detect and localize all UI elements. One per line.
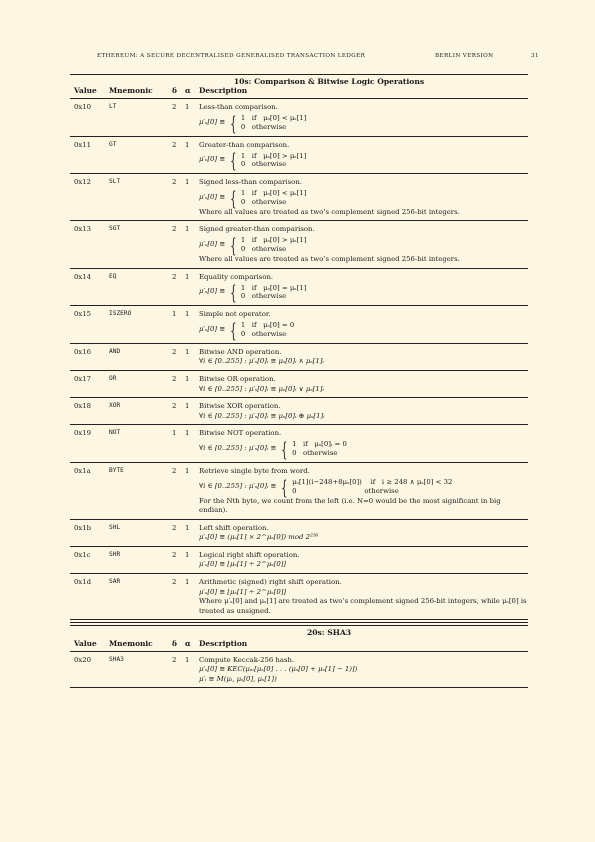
opcode-description (199, 463, 529, 519)
opcode-description (199, 306, 529, 343)
table-top-rule (70, 622, 528, 623)
formula-lhs: μ′ₛ[0] ≡ (199, 155, 226, 164)
brace-icon: { (230, 280, 237, 305)
opcode-alpha: 1 (185, 402, 190, 411)
opcode-value: 0x1d (74, 578, 92, 587)
table-row (70, 137, 528, 175)
opcode-delta: 2 (172, 140, 177, 149)
opcode-delta: 2 (172, 523, 177, 532)
formula: ∀i ∈ [0..255] : μ′ₛ[0]ᵢ ≡ μₛ[0]ᵢ ∨ μₛ[1]ᵢ (199, 384, 324, 393)
opcode-value: 0x10 (74, 103, 92, 111)
opcode-delta: 2 (172, 466, 177, 475)
opcode-value: 0x15 (74, 310, 92, 319)
opcode-description (199, 99, 529, 136)
col-description: Description (199, 86, 248, 95)
opcode-description (199, 269, 529, 306)
description-text: Bitwise OR operation. (199, 374, 276, 383)
brace-icon: { (230, 148, 237, 173)
table-top-rule (70, 74, 528, 75)
description-text: Arithmetic (signed) right shift operation. (199, 578, 342, 587)
opcode-description (199, 174, 529, 220)
opcode-description (199, 520, 529, 546)
description-text: Logical right shift operation. (199, 550, 300, 559)
opcode-alpha: 1 (185, 523, 190, 532)
case-line: 1 if μₛ[0] = μₛ[1] (240, 283, 307, 292)
case-formula (199, 232, 529, 257)
opcode-delta: 2 (172, 178, 177, 187)
case-formula (199, 474, 529, 499)
opcode-delta: 2 (172, 103, 177, 111)
formula-lhs: μ′ₛ[0] ≡ (199, 287, 226, 296)
col-description: Description (199, 638, 248, 648)
case-line: 1 if μₛ[0] < μₛ[1] (240, 114, 307, 122)
opcode-mnemonic: SHR (109, 550, 121, 558)
table-row (70, 398, 528, 425)
case-formula (199, 436, 529, 461)
case-line: 0 otherwise (240, 244, 287, 253)
opcode-mnemonic: OR (109, 374, 117, 382)
opcode-description (199, 344, 529, 370)
case-line: 1 if μₛ[0]ᵢ = 0 (292, 440, 347, 449)
opcode-description (199, 371, 529, 397)
case-line: 0 otherwise (240, 160, 287, 169)
page-number: 31 (531, 53, 539, 59)
opcode-mnemonic: SAR (109, 578, 121, 586)
opcode-value: 0x13 (74, 225, 92, 234)
header-title: ETHEREUM: A SECURE DECENTRALISED GENERALISED TRANSACTION LEDGER (97, 53, 366, 59)
opcode-delta: 2 (172, 272, 177, 281)
description-text: Less-than comparison. (199, 103, 278, 111)
opcode-description (199, 221, 529, 267)
opcode-value: 0x12 (74, 178, 92, 187)
formula: μ′ₛ[0] ≡ ⌊μₛ[1] ÷ 2^μₛ[0]⌋ (199, 587, 287, 596)
case-formula (199, 110, 529, 135)
opcode-delta: 2 (172, 402, 177, 411)
opcode-mnemonic: GT (109, 140, 117, 148)
case-line: 1 if μₛ[0] > μₛ[1] (240, 151, 307, 160)
formula-lhs: ∀i ∈ [0..255] : μ′ₛ[0]ᵢ ≡ (199, 481, 277, 490)
opcode-alpha: 1 (185, 466, 190, 475)
description-text: Bitwise XOR operation. (199, 402, 281, 411)
table-row (70, 344, 528, 371)
opcode-mnemonic: ISZERO (109, 310, 132, 318)
note-text: For the Nth byte, we count from the left (i.e. N=0 would be the most significant in big endian). (199, 496, 501, 515)
formula-lhs: ∀i ∈ [0..255] : μ′ₛ[0]ᵢ ≡ (199, 444, 277, 453)
case-line: μₛ[1](i−248+8μₛ[0]) if i ≥ 248 ∧ μₛ[0] < 32 (292, 477, 453, 486)
header-version: BERLIN VERSION (435, 53, 494, 59)
col-alpha: α (185, 86, 191, 95)
note-text: Where all values are treated as two’s complement signed 256-bit integers. (199, 254, 460, 263)
opcode-value: 0x1a (74, 466, 91, 475)
column-header (70, 639, 528, 651)
opcode-mnemonic: XOR (109, 402, 121, 410)
case-line: 0 otherwise (292, 448, 338, 457)
table-row (70, 221, 528, 268)
opcode-value: 0x14 (74, 272, 92, 281)
description-text: Bitwise AND operation. (199, 347, 282, 356)
opcode-delta: 2 (172, 655, 177, 664)
opcode-alpha: 1 (185, 310, 190, 319)
opcode-mnemonic: AND (109, 347, 121, 355)
formula-lhs: μ′ₛ[0] ≡ (199, 192, 226, 201)
formula: ∀i ∈ [0..255] : μ′ₛ[0]ᵢ ≡ μₛ[0]ᵢ ∧ μₛ[1]ᵢ (199, 357, 324, 366)
case-line: 0 otherwise (240, 197, 287, 206)
opcode-delta: 2 (172, 550, 177, 559)
table-row (70, 269, 528, 307)
formula-lhs: μ′ₛ[0] ≡ (199, 324, 226, 333)
opcode-alpha: 1 (185, 225, 190, 234)
formula: μ′ₛ[0] ≡ KEC(μₘ[μₛ[0] . . . (μₛ[0] + μₛ[1] − 1)]) (199, 665, 358, 674)
brace-icon: { (230, 185, 237, 210)
case-formula (199, 317, 529, 342)
table-row (70, 520, 528, 547)
opcode-description (199, 652, 529, 688)
opcode-rows (70, 652, 528, 689)
brace-icon: { (281, 474, 288, 499)
table-top-rule-2 (70, 625, 528, 626)
table-row (70, 306, 528, 344)
description-text: Compute Keccak-256 hash. (199, 655, 295, 664)
opcode-value: 0x20 (74, 655, 92, 664)
table-row (70, 174, 528, 221)
description-text: Equality comparison. (199, 272, 274, 281)
description-text: Bitwise NOT operation. (199, 429, 282, 438)
opcode-delta: 2 (172, 347, 177, 356)
opcode-description (199, 547, 529, 573)
case-line: 0 otherwise (292, 486, 399, 495)
case-formula (199, 185, 529, 210)
description-text: Signed greater-than comparison. (199, 225, 315, 234)
table-row (70, 574, 528, 620)
formula: μ′ₛ[0] ≡ (μₛ[1] × 2^μₛ[0]) mod 2²⁵⁶ (199, 533, 319, 542)
opcode-table-10s (70, 74, 528, 620)
opcode-alpha: 1 (185, 578, 190, 587)
description-text: Signed less-than comparison. (199, 178, 302, 187)
opcode-description (199, 425, 529, 462)
table-row (70, 652, 528, 689)
opcode-delta: 1 (172, 429, 177, 438)
opcode-description (199, 137, 529, 174)
description-text: Greater-than comparison. (199, 140, 290, 149)
brace-icon: { (281, 436, 288, 461)
table-row (70, 99, 528, 137)
formula: μ′ₛ[0] ≡ ⌊μₛ[1] ÷ 2^μₛ[0]⌋ (199, 560, 287, 569)
opcode-value: 0x19 (74, 429, 92, 438)
table-row (70, 425, 528, 463)
opcode-mnemonic: LT (109, 103, 117, 110)
opcode-value: 0x1b (74, 523, 92, 532)
section-title: 10s: Comparison & Bitwise Logic Operations (233, 77, 425, 86)
description-text: Simple not operator. (199, 310, 271, 319)
opcode-alpha: 1 (185, 140, 190, 149)
opcode-mnemonic: NOT (109, 429, 121, 437)
col-alpha: α (185, 638, 191, 648)
brace-icon: { (230, 232, 237, 257)
opcode-mnemonic: SLT (109, 178, 121, 186)
opcode-mnemonic: BYTE (109, 466, 124, 474)
description-text: Left shift operation. (199, 523, 269, 532)
opcode-rows (70, 99, 528, 620)
col-value: Value (74, 86, 97, 95)
opcode-alpha: 1 (185, 178, 190, 187)
opcode-value: 0x16 (74, 347, 92, 356)
case-line: 0 otherwise (240, 292, 287, 301)
formula-lhs: μ′ₛ[0] ≡ (199, 240, 226, 249)
section-title: 20s: SHA3 (306, 627, 352, 637)
case-formula (199, 148, 529, 173)
opcode-value: 0x18 (74, 402, 92, 411)
opcode-delta: 2 (172, 225, 177, 234)
case-line: 1 if μₛ[0] < μₛ[1] (240, 189, 307, 198)
note-text: Where all values are treated as two’s complement signed 256-bit integers. (199, 207, 460, 216)
opcode-delta: 2 (172, 374, 177, 383)
opcode-alpha: 1 (185, 550, 190, 559)
formula-lhs: μ′ₛ[0] ≡ (199, 117, 226, 126)
col-value: Value (74, 638, 97, 648)
opcode-value: 0x11 (74, 140, 92, 149)
opcode-delta: 1 (172, 310, 177, 319)
opcode-mnemonic: SHA3 (109, 655, 124, 663)
opcode-mnemonic: SGT (109, 225, 121, 233)
opcode-alpha: 1 (185, 429, 190, 438)
case-line: 1 if μₛ[0] > μₛ[1] (240, 236, 307, 245)
table-row (70, 371, 528, 398)
opcode-alpha: 1 (185, 272, 190, 281)
brace-icon: { (230, 317, 237, 342)
table-row (70, 463, 528, 520)
opcode-alpha: 1 (185, 347, 190, 356)
case-line: 0 otherwise (240, 122, 287, 131)
column-header (70, 86, 528, 98)
opcode-alpha: 1 (185, 655, 190, 664)
table-row (70, 547, 528, 574)
opcode-alpha: 1 (185, 374, 190, 383)
opcode-value: 0x17 (74, 374, 92, 383)
formula: μ′ᵢ ≡ M(μᵢ, μₛ[0], μₛ[1]) (199, 674, 277, 683)
opcode-description (199, 398, 529, 424)
opcode-mnemonic: EQ (109, 272, 117, 280)
opcode-mnemonic: SHL (109, 523, 121, 531)
opcode-value: 0x1c (74, 550, 91, 559)
opcode-description (199, 574, 529, 619)
col-delta: δ (172, 638, 177, 648)
description-text: Retrieve single byte from word. (199, 466, 310, 475)
col-mnemonic: Mnemonic (109, 638, 153, 648)
case-line: 1 if μₛ[0] = 0 (240, 321, 295, 330)
col-mnemonic: Mnemonic (109, 86, 153, 95)
opcode-delta: 2 (172, 578, 177, 587)
case-formula (199, 280, 529, 305)
note-text: Where μ′ₛ[0] and μₛ[1] are treated as two’s complement signed 256-bit integers, while μₛ[0] is treated as unsigned. (199, 597, 527, 615)
formula: ∀i ∈ [0..255] : μ′ₛ[0]ᵢ ≡ μₛ[0]ᵢ ⊕ μₛ[1]ᵢ (199, 411, 325, 420)
brace-icon: { (230, 110, 237, 135)
case-line: 0 otherwise (240, 329, 287, 338)
opcode-alpha: 1 (185, 103, 190, 111)
col-delta: δ (172, 86, 177, 95)
opcode-table-20s (70, 622, 528, 688)
